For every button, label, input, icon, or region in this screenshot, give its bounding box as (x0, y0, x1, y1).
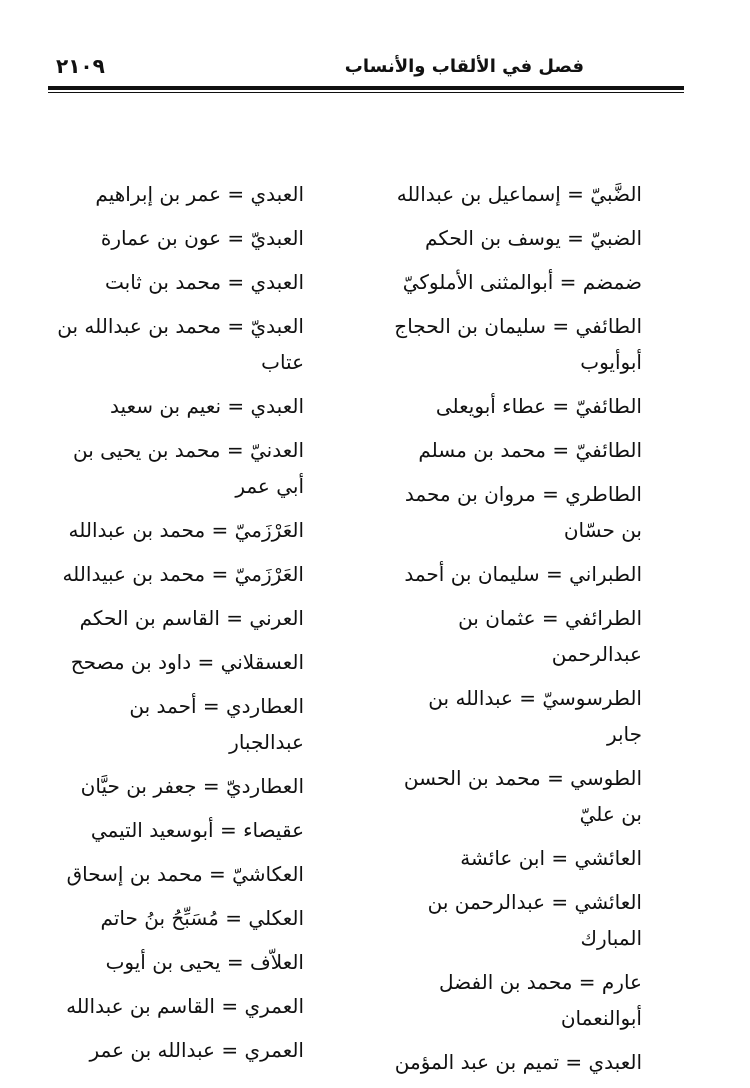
entry: ضمضم = أبوالمثنى الأملوكيّ (402, 270, 642, 294)
entry: العبدي = نعيم بن سعيد (110, 394, 304, 418)
entry: الطرائفي = عثمان بن عبدالرحمن (458, 606, 642, 666)
entry: الضَّبيّ = إسماعيل بن عبدالله (396, 182, 642, 206)
entry: الطوسي = محمد بن الحسن بن عليّ (403, 766, 642, 826)
entry: العَرْزَميّ = محمد بن عبيدالله (62, 562, 304, 586)
entry: العطاردي = أحمد بن عبدالجبار (129, 694, 304, 754)
page-number: ٢١٠٩ (56, 54, 105, 78)
entry: العائشي = عبدالرحمن بن المبارك (427, 890, 642, 950)
header-rule-thin (48, 92, 684, 93)
entry: الطائفي = سليمان بن الحجاج أبوأيوب (394, 314, 642, 374)
running-title: فصل في الألقاب والأنساب (344, 56, 584, 77)
entry: العكاشيّ = محمد بن إسحاق (66, 862, 304, 886)
entry: العمري = القاسم بن عبدالله (66, 994, 304, 1018)
entry: الطائفيّ = عطاء أبويعلى (435, 394, 642, 418)
entry: عقيصاء = أبوسعيد التيمي (90, 818, 304, 842)
entry: العكلي = مُسَبِّحُ بنُ حاتم (100, 906, 304, 930)
page-header (48, 52, 684, 86)
entry: العبدي = عمر بن إبراهيم (95, 182, 304, 206)
entry: العبدي = محمد بن ثابت (104, 270, 304, 294)
entry: العَرْزَميّ = محمد بن عبدالله (68, 518, 304, 542)
header-rule (48, 86, 684, 90)
entry: العبديّ = عون بن عمارة (100, 226, 304, 250)
entry: العمري = عبدالله بن عمر (89, 1038, 304, 1062)
entry: العطارديّ = جعفر بن حيَّان (80, 774, 304, 798)
entry: الطرسوسيّ = عبدالله بن جابر (428, 686, 642, 746)
entry: الطبراني = سليمان بن أحمد (404, 562, 642, 586)
left-column (52, 176, 304, 1076)
entry: العرني = القاسم بن الحكم (79, 606, 304, 630)
entry: العدنيّ = محمد بن يحيى بن أبي عمر (72, 438, 304, 498)
entry: العسقلاني = داود بن مصحح (70, 650, 304, 674)
entry: عارم = محمد بن الفضل أبوالنعمان (439, 970, 642, 1030)
entry: العبديّ = محمد بن عبدالله بن عتاب (57, 314, 304, 374)
entry: العائشي = ابن عائشة (460, 846, 642, 870)
entry: الطاطري = مروان بن محمد بن حسّان (404, 482, 642, 542)
right-column (388, 176, 642, 1088)
entry: الضبيّ = يوسف بن الحكم (425, 226, 642, 250)
entry: العلاّف = يحيى بن أيوب (105, 950, 304, 974)
entry: الطائفيّ = محمد بن مسلم (418, 438, 642, 462)
entry: العبدي = تميم بن عبد المؤمن (394, 1050, 642, 1074)
